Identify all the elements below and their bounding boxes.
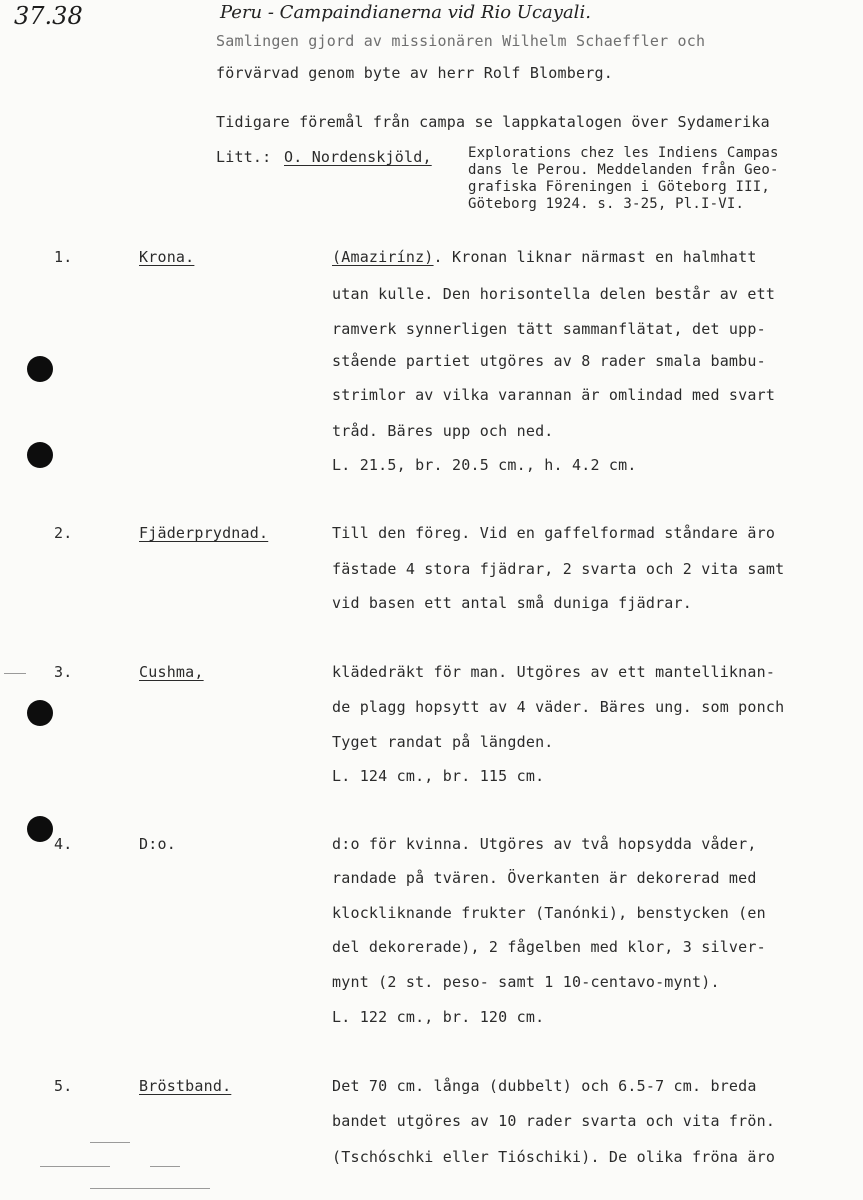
entry-number: 4. [54, 835, 73, 853]
punch-hole [27, 816, 53, 842]
entry-text-line [332, 248, 757, 266]
entry-text-line: fästade 4 stora fjädrar, 2 svarta och 2 vita samt [332, 560, 785, 578]
entry-text-line: Det 70 cm. långa (dubbelt) och 6.5-7 cm. breda [332, 1077, 757, 1095]
entry-text-line: tråd. Bäres upp och ned. [332, 422, 554, 440]
entry-name: Krona. [139, 248, 195, 266]
entry-dimensions: L. 124 cm., br. 115 cm. [332, 767, 545, 785]
entry-text-line: d:o för kvinna. Utgöres av två hopsydda våder, [332, 835, 757, 853]
entry-text-line: klädedräkt för man. Utgöres av ett mantelliknan- [332, 663, 776, 681]
entry-text-line: bandet utgöres av 10 rader svarta och vita frön. [332, 1112, 776, 1130]
litt-reference-line: dans le Perou. Meddelanden från Geo- [468, 162, 779, 178]
entry-text-line: Till den föreg. Vid en gaffelformad ståndare äro [332, 524, 776, 542]
entry-text-line: utan kulle. Den horisontella delen består av ett [332, 285, 776, 303]
entry-text-line: vid basen ett antal små duniga fjädrar. [332, 594, 692, 612]
entry-native-term: (Amazirínz) [332, 248, 434, 266]
entry-number: 5. [54, 1077, 73, 1095]
entry-name: Cushma, [139, 663, 204, 681]
margin-mark [90, 1188, 210, 1189]
entry-text-line: Tyget randat på längden. [332, 733, 554, 751]
catalog-note: Tidigare föremål från campa se lappkatalogen över Sydamerika [216, 113, 770, 131]
entry-name: Fjäderprydnad. [139, 524, 269, 542]
entry-name: Bröstband. [139, 1077, 232, 1095]
provenance-line: Samlingen gjord av missionären Wilhelm Schaeffler och [216, 32, 706, 50]
entry-text-line: de plagg hopsytt av 4 väder. Bäres ung. som ponch [332, 698, 785, 716]
margin-mark [4, 673, 26, 674]
handwritten-title: Peru - Campaindianerna vid Rio Ucayali. [220, 2, 591, 23]
litt-reference-line: Explorations chez les Indiens Campas [468, 145, 779, 161]
entry-text-line: stående partiet utgöres av 8 rader smala bambu- [332, 352, 766, 370]
litt-reference-line: Göteborg 1924. s. 3-25, Pl.I-VI. [468, 196, 745, 212]
entry-text-line: strimlor av vilka varannan är omlindad med svart [332, 386, 776, 404]
entry-text-line: del dekorerade), 2 fågelben med klor, 3 silver- [332, 938, 766, 956]
margin-mark [90, 1142, 130, 1143]
litt-author: O. Nordenskjöld, [284, 148, 432, 166]
entry-number: 2. [54, 524, 73, 542]
margin-mark [150, 1166, 180, 1167]
entry-text-line: mynt (2 st. peso- samt 1 10-centavo-mynt). [332, 973, 720, 991]
punch-hole [27, 442, 53, 468]
entry-text: . Kronan liknar närmast en halmhatt [433, 248, 757, 266]
entry-number: 3. [54, 663, 73, 681]
entry-text-line: ramverk synnerligen tätt sammanflätat, det upp- [332, 320, 766, 338]
provenance-line: förvärvad genom byte av herr Rolf Blomberg. [216, 64, 613, 82]
catalog-number: 37.38 [14, 2, 83, 30]
punch-hole [27, 700, 53, 726]
entry-number: 1. [54, 248, 73, 266]
margin-mark [40, 1166, 110, 1167]
entry-dimensions: L. 21.5, br. 20.5 cm., h. 4.2 cm. [332, 456, 637, 474]
entry-text-line: klockliknande frukter (Tanónki), benstycken (en [332, 904, 766, 922]
entry-text-line: randade på tvären. Överkanten är dekorerad med [332, 869, 757, 887]
entry-dimensions: L. 122 cm., br. 120 cm. [332, 1008, 545, 1026]
punch-hole [27, 356, 53, 382]
litt-label: Litt.: [216, 148, 272, 166]
entry-text-line: (Tschóschki eller Tióschiki). De olika fröna äro [332, 1148, 776, 1166]
litt-reference-line: grafiska Föreningen i Göteborg III, [468, 179, 771, 195]
entry-name: D:o. [139, 835, 176, 853]
